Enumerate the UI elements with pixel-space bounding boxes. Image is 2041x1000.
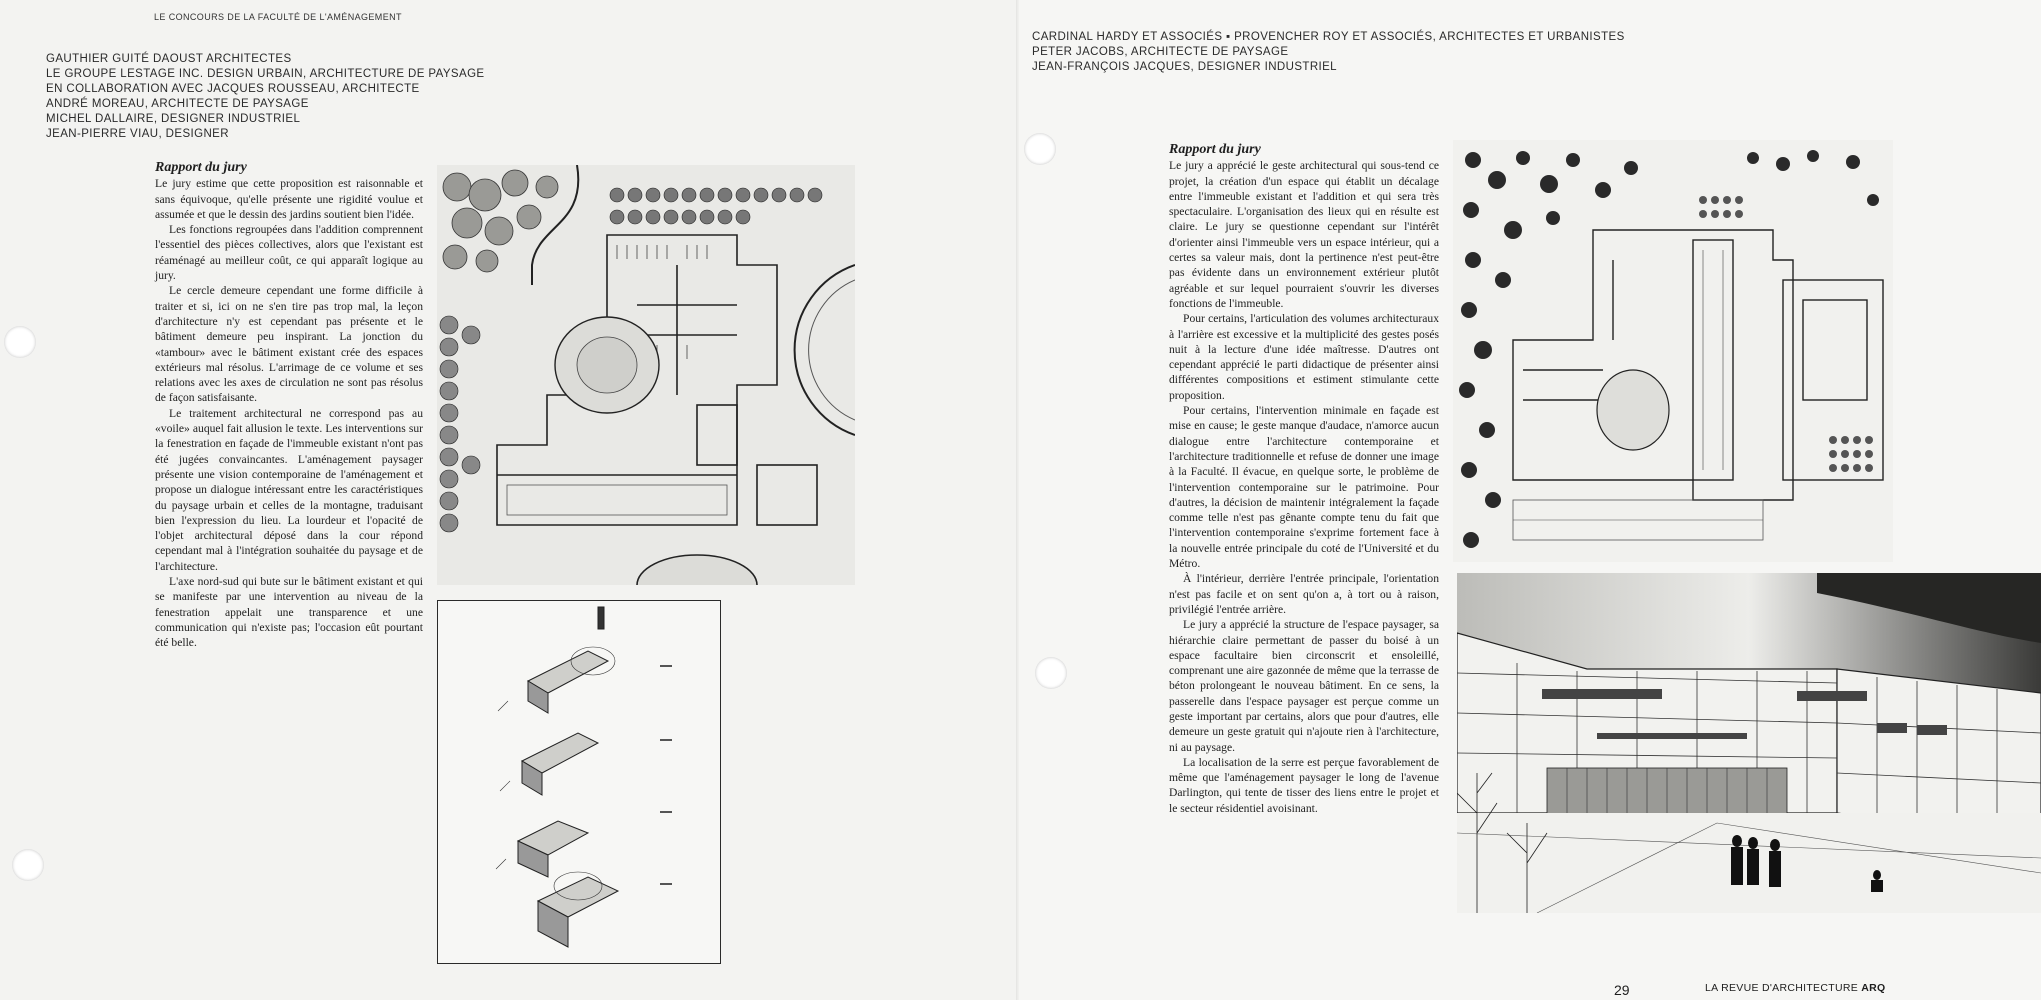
binder-hole-middle bbox=[1035, 657, 1067, 689]
credit-line: MICHEL DALLAIRE, DESIGNER INDUSTRIEL bbox=[46, 113, 301, 125]
magazine-name: LA REVUE D'ARCHITECTURE bbox=[1705, 982, 1859, 994]
right-credits bbox=[1032, 30, 1625, 75]
report-paragraph: Pour certains, l'articulation des volumes architecturaux à l'arrière est excessive et la multiplicité des gestes posés nuit à la lecture d'une idée maîtresse. D'autres ont cependant apprécié le parti didactique de présenter ainsi différentes compositions et estiment stimulante cette proposition. bbox=[1169, 312, 1439, 402]
site-plan-drawing bbox=[437, 165, 855, 585]
credit-line: CARDINAL HARDY ET ASSOCIÉS ▪ PROVENCHER ROY ET ASSOCIÉS, ARCHITECTES ET URBANISTES bbox=[1032, 31, 1625, 43]
report-paragraph: Le traitement architectural ne correspond pas au «voile» auquel fait allusion le texte. Les interventions sur la fenestration en façade de l'immeuble existant n'ont pas été jugées convaincantes. L'aménagement paysager présente une vision contemporaine de l'aménagement et propose un dialogue intéressant entre les caractéristiques du paysage urbain et celles de la montagne, traduisant bien l'expression du lieu. La lourdeur et l'opacité de l'objet architectural déposé dans la cour répond cependant mal à l'intégration souhaitée du paysage et de l'architecture. bbox=[155, 406, 423, 573]
binder-hole-bottom bbox=[12, 849, 44, 881]
report-paragraph: Les fonctions regroupées dans l'addition comprennent l'essentiel des pièces collectives, alors que l'existant est réaménagé au meilleur coût, ce qui apparaît logique au jury. bbox=[155, 223, 423, 283]
report-paragraph: Le cercle demeure cependant une forme difficile à traiter et si, ici on ne s'en tire pas trop mal, la leçon d'architecture n'y est cependant pas présente et le bâtiment demeure peu inspirant. La jonction du «tambour» avec le bâtiment existant crée des espaces extérieurs mal résolus. L'arrimage de ce volume et ses relations avec les axes de circulation ne sont pas résolus de façon satisfaisante. bbox=[155, 284, 423, 405]
right-page bbox=[1020, 0, 2041, 1000]
credit-line: EN COLLABORATION AVEC JACQUES ROUSSEAU, ARCHITECTE bbox=[46, 83, 420, 95]
report-paragraph: Le jury estime que cette proposition est raisonnable et sans équivoque, qu'elle présente une rigidité voulue et assumée et que le dessin des jardins soutient bien l'idée. bbox=[155, 177, 423, 221]
report-paragraph: Le jury a apprécié la structure de l'espace paysager, sa hiérarchie claire permettant de passer du boisé à un espace facultaire bien circonscrit et ensoleillé, comprenant une aire gazonnée de même que la terrasse de béton prolongeant le nouveau bâtiment. En ce sens, la passerelle dans l'espace paysager est perçue comme un geste important par certains, alors que pour d'autres, elle demeure un geste gratuit qui n'ajoute rien à l'architecture, ni au paysage. bbox=[1169, 618, 1439, 754]
report-paragraph: Pour certains, l'intervention minimale en façade est mise en cause; le geste manque d'audace, n'amorce aucun dialogue entre l'architecture contemporaine et l'architecture traditionnelle et refuse de donner une image à la Faculté. Il évacue, en quelque sorte, le problème de l'intervention contemporaine sur le patrimoine. Pour d'autres, la décision de maintenir intégralement la façade comme telle n'est pas gênante compte tenu du fait que l'intervention contemporaine s'exprime fortement face à la nouvelle entrée principale du coté de l'Université et du Métro. bbox=[1169, 404, 1439, 571]
credit-line: PETER JACOBS, ARCHITECTE DE PAYSAGE bbox=[1032, 46, 1289, 58]
credit-line: JEAN-PIERRE VIAU, DESIGNER bbox=[46, 128, 229, 140]
report-title: Rapport du jury bbox=[155, 160, 247, 175]
credit-line: LE GROUPE LESTAGE INC. DESIGN URBAIN, ARCHITECTURE DE PAYSAGE bbox=[46, 68, 485, 80]
page-number: 29 bbox=[1614, 982, 1630, 998]
site-plan-drawing bbox=[1453, 140, 1893, 562]
perspective-rendering bbox=[1457, 573, 2041, 913]
report-title: Rapport du jury bbox=[1169, 142, 1261, 157]
credit-line: ANDRÉ MOREAU, ARCHITECTE DE PAYSAGE bbox=[46, 98, 309, 110]
left-page bbox=[0, 0, 1020, 1000]
report-paragraph: Le jury a apprécié le geste architectural qui sous-tend ce projet, la création d'un espace qui établit un décalage entre l'immeuble existant et l'addition et qui sera très spectaculaire. L'organisation des lieux qui en résulte est claire. Le jury se questionne cependant sur l'intérêt d'orienter ainsi l'immeuble vers un espace intérieur, qui a certes sa valeur mais, dont la pertinence n'est peut-être pas évidente dans un environnement extérieur plutôt agréable et sur lequel pourraient s'ouvrir les diverses fonctions de l'immeuble. bbox=[1169, 159, 1439, 310]
left-credits bbox=[46, 52, 484, 142]
binder-hole-top bbox=[1024, 133, 1056, 165]
running-head: LE CONCOURS DE LA FACULTÉ DE L'AMÉNAGEMENT bbox=[154, 12, 402, 22]
magazine-abbrev: ARQ bbox=[1861, 982, 1886, 994]
credit-line: GAUTHIER GUITÉ DAOUST ARCHITECTES bbox=[46, 53, 292, 65]
report-paragraph: L'axe nord-sud qui bute sur le bâtiment existant et qui se manifeste par une intervention au niveau de la fenestration appelait une transparence et une communication qui n'existe pas; l'occasion eût pourtant été belle. bbox=[155, 575, 423, 650]
axonometric-drawing bbox=[437, 600, 721, 964]
binder-hole-top bbox=[4, 326, 36, 358]
report-paragraph: À l'intérieur, derrière l'entrée principale, l'orientation n'est pas facile et on sent qu'on a, à tort ou à raison, privilégié l'entrée arrière. bbox=[1169, 572, 1439, 616]
left-jury-report bbox=[155, 160, 423, 651]
report-paragraph: La localisation de la serre est perçue favorablement de même que l'aménagement paysager le long de l'avenue Darlington, qui tente de tisser des liens entre le projet et le secteur résidentiel avoisinant. bbox=[1169, 755, 1439, 815]
right-jury-report bbox=[1169, 142, 1439, 816]
magazine-footer bbox=[1705, 982, 1885, 994]
credit-line: JEAN-FRANÇOIS JACQUES, DESIGNER INDUSTRIEL bbox=[1032, 61, 1337, 73]
